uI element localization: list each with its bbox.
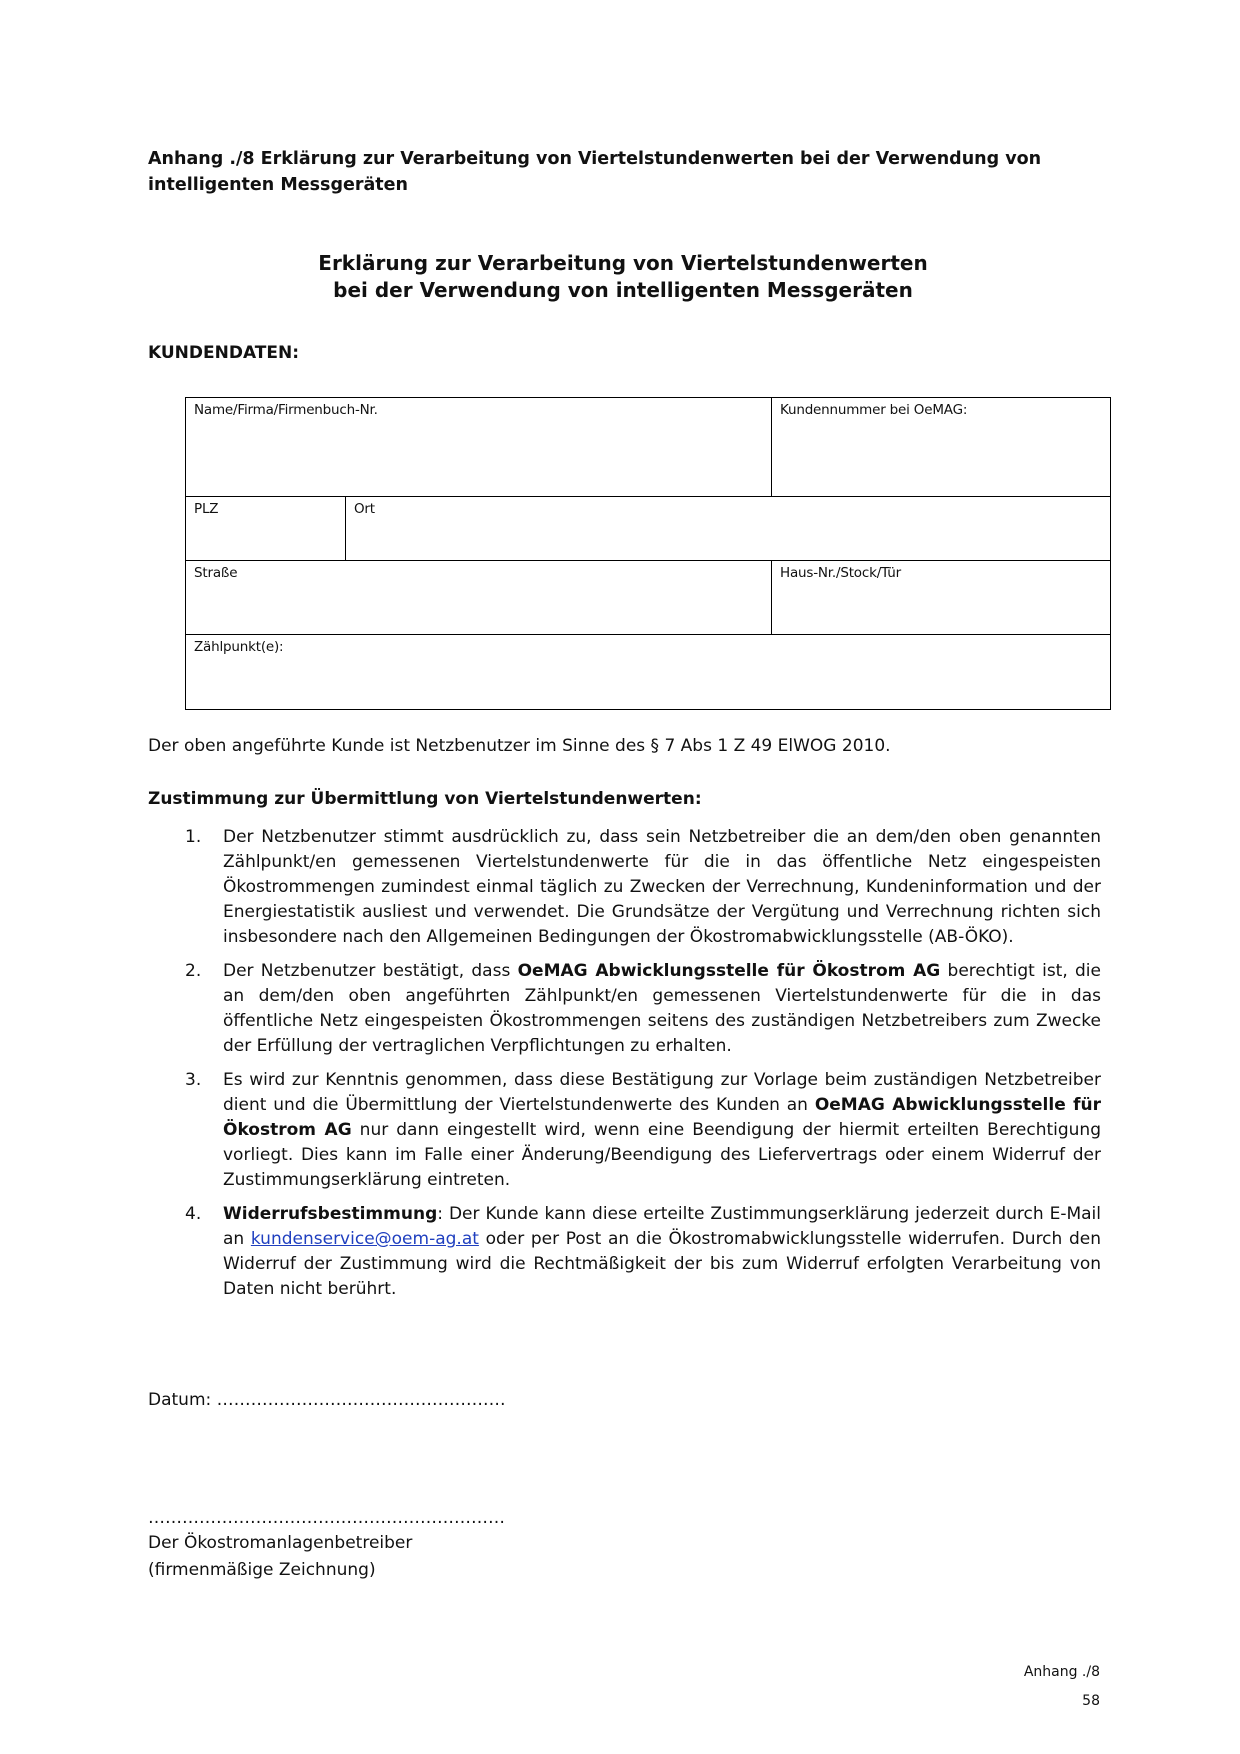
postal-code-label: PLZ xyxy=(194,501,219,517)
list-number: 2. xyxy=(185,961,202,981)
street-label: Straße xyxy=(194,565,238,581)
signature-sublabel: (firmenmäßige Zeichnung) xyxy=(148,1560,376,1580)
section-heading-zustimmung: Zustimmung zur Übermittlung von Viertelstundenwerten: xyxy=(148,789,702,809)
metering-point-field[interactable] xyxy=(186,635,1110,709)
section-heading-kundendaten: KUNDENDATEN: xyxy=(148,343,300,363)
footer-annex-label: Anhang ./8 xyxy=(1023,1664,1100,1680)
postal-code-field[interactable] xyxy=(186,497,345,560)
page-number: 58 xyxy=(1082,1693,1100,1709)
company-name: OeMAG Abwicklungsstelle für Ökostrom AG xyxy=(517,961,941,981)
customer-number-field[interactable] xyxy=(772,398,1110,496)
annex-heading: Anhang ./8 Erklärung zur Verarbeitung von Viertelstundenwerten bei der Verwendung von intelligenten Messgeräten xyxy=(148,149,1042,195)
list-number: 4. xyxy=(185,1204,202,1224)
company-name: OeMAG Abwicklungsstelle für Ökostrom AG xyxy=(223,1095,1101,1140)
customer-number-label: Kundennummer bei OeMAG: xyxy=(780,402,968,418)
house-number-field[interactable] xyxy=(772,561,1110,634)
list-item-text: Der Netzbenutzer bestätigt, dass xyxy=(223,961,518,981)
customer-data-form xyxy=(185,397,1111,710)
city-label: Ort xyxy=(354,501,375,517)
document-title-line-1: Erklärung zur Verarbeitung von Viertelstundenwerten xyxy=(318,251,928,275)
list-item-text: Der Netzbenutzer stimmt ausdrücklich zu, dass sein Netzbetreiber die an dem/den oben genannten Zählpunkt/en gemessenen Viertelstundenwerte für die in das öffentliche Netz eingespeisten Ökostrommengen zumindest einmal täglich zu Zwecken der Verrechnung, Kundeninformation und der Energiestatistik ausliest und verwendet. Die Grundsätze der Vergütung und Verrechnung richten sich insbesondere nach den Allgemeinen Bedingungen der Ökostromabwicklungsstelle (AB-ÖKO). xyxy=(223,827,1101,947)
email-link[interactable]: kundenservice@oem-ag.at xyxy=(250,1229,479,1249)
name-field-label: Name/Firma/Firmenbuch-Nr. xyxy=(194,402,378,418)
consent-list xyxy=(185,825,1101,1311)
city-field[interactable] xyxy=(346,497,1110,560)
date-line: Datum: …………………………………………… xyxy=(148,1390,506,1410)
network-user-statement: Der oben angeführte Kunde ist Netzbenutzer im Sinne des § 7 Abs 1 Z 49 ElWOG 2010. xyxy=(148,736,891,756)
document-title-line-2: bei der Verwendung von intelligenten Messgeräten xyxy=(333,278,913,302)
list-item xyxy=(185,959,1101,1059)
list-number: 3. xyxy=(185,1070,202,1090)
signature-line: ……………………………………………………… xyxy=(148,1508,505,1528)
list-item-text: : Der Kunde kann diese erteilte Zustimmungserklärung jederzeit durch E-Mail an xyxy=(223,1204,1101,1249)
signature-label: Der Ökostromanlagenbetreiber xyxy=(148,1533,413,1553)
list-item xyxy=(185,1202,1101,1302)
revocation-heading: Widerrufsbestimmung xyxy=(223,1204,438,1224)
list-item xyxy=(185,1068,1101,1193)
list-item-text: nur dann eingestellt wird, wenn eine Beendigung der hiermit erteilten Berechtigung vorliegt. Dies kann im Falle einer Änderung/Beendigung des Liefervertrags oder einem Widerruf der Zustimmungserklärung eintreten. xyxy=(223,1120,1101,1190)
list-item-text: oder per Post an die Ökostromabwicklungsstelle widerrufen. Durch den Widerruf der Zustimmung wird die Rechtmäßigkeit der bis zum Widerruf erfolgten Verarbeitung von Daten nicht berührt. xyxy=(223,1229,1101,1299)
list-item xyxy=(185,825,1101,950)
list-item-text: Es wird zur Kenntnis genommen, dass diese Bestätigung zur Vorlage beim zuständigen Netzbetreiber dient und die Übermittlung der Viertelstundenwerte des Kunden an xyxy=(223,1070,1101,1115)
list-number: 1. xyxy=(185,827,202,847)
list-item-text: berechtigt ist, die an dem/den oben angeführten Zählpunkt/en gemessenen Viertelstundenwerte für die in das öffentliche Netz eingespeisten Ökostrommengen seitens des zuständigen Netzbetreibers zum Zwecke der Erfüllung der vertraglichen Verpflichtungen zu erhalten. xyxy=(223,961,1101,1056)
name-field[interactable] xyxy=(186,398,771,496)
metering-point-label: Zählpunkt(e): xyxy=(194,639,284,655)
street-field[interactable] xyxy=(186,561,771,634)
house-number-label: Haus-Nr./Stock/Tür xyxy=(780,565,901,581)
